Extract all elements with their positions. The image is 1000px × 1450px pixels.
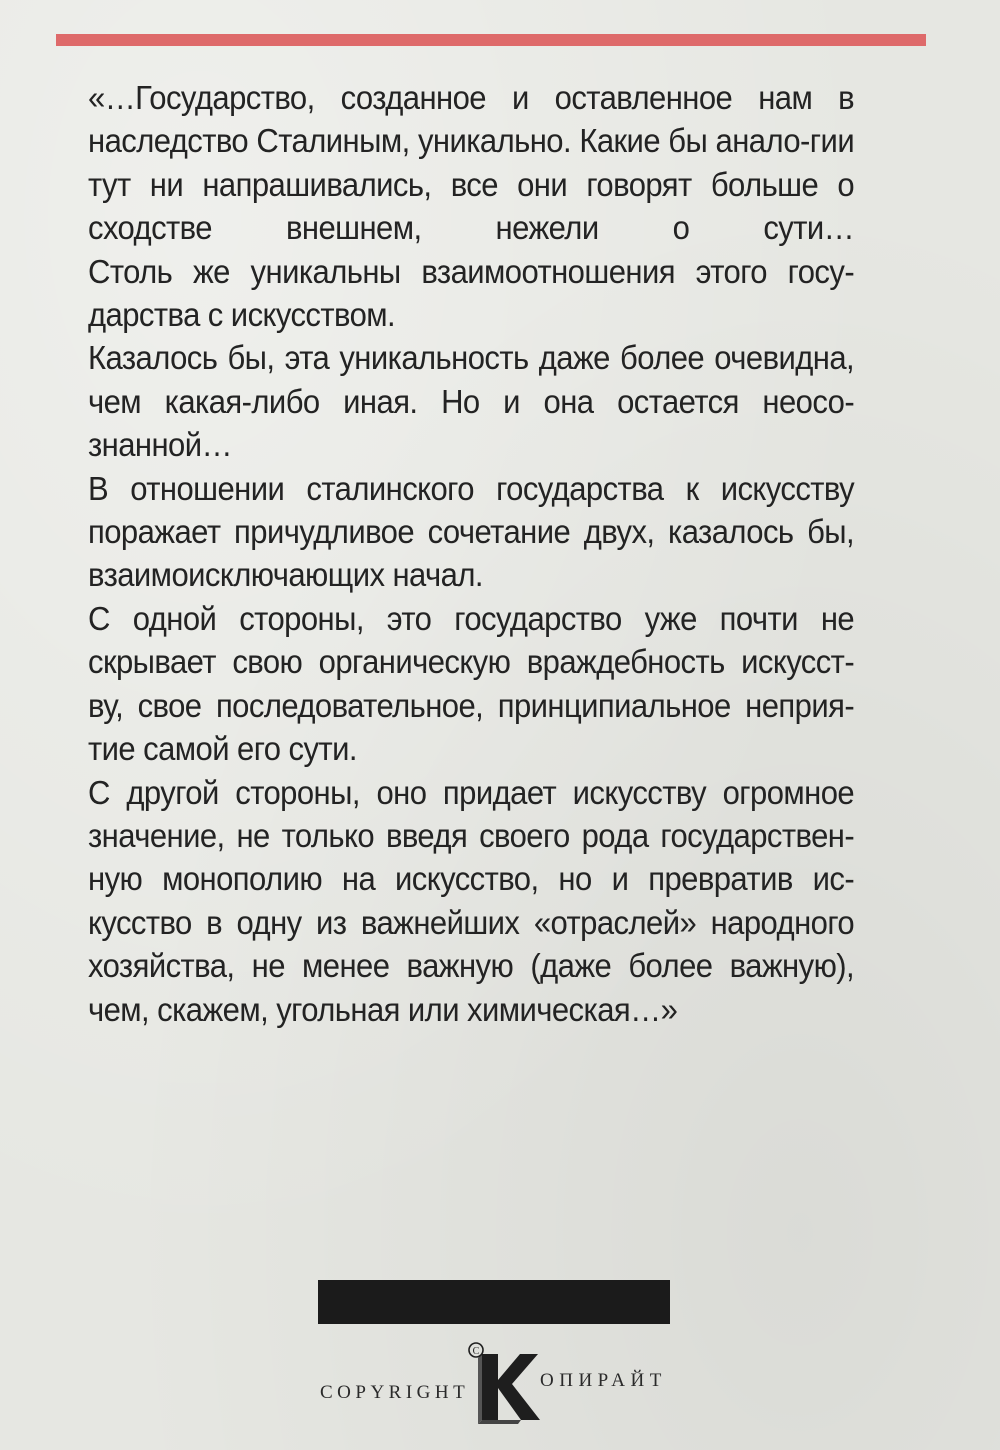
quote-paragraph-6: С другой стороны, оно придает искусству огромное значение, не только введя своего рода государствен-ную монополию на искусство, но и превратив ис-кусство в одну из важнейших «отраслей» народного хозяйства, не менее важную (даже более важную), чем, скажем, угольная или химическая…»	[88, 773, 855, 1028]
quote-text	[88, 76, 854, 1031]
black-bar	[318, 1280, 670, 1324]
quote-paragraph-3: Казалось бы, эта уникальность даже более очевидна, чем какая-либо иная. Но и она остается неосо-знанной…	[88, 339, 855, 464]
publisher-name-text: ОПИРАЙТ	[540, 1370, 667, 1391]
red-rule	[56, 34, 926, 46]
quote-paragraph-1: «…Государство, созданное и оставленное нам в наследство Сталиным, уникально. Какие бы анало-гии тут ни напрашивались, все они говорят больше о сходстве внешнем, нежели о сути…	[88, 79, 855, 247]
quote-paragraph-2: Столь же уникальны взаимоотношения этого госу-дарства с искусством.	[88, 252, 855, 334]
svg-text:C: C	[472, 1346, 480, 1357]
publisher-logo	[468, 1340, 544, 1426]
publisher-mark	[318, 1340, 678, 1430]
publisher-copyright-text: COPYRIGHT	[320, 1382, 470, 1403]
quote-paragraph-5: С одной стороны, это государство уже почти не скрывает свою органическую враждебность искусст-ву, свое последовательное, принципиальное неприя-тие самой его сути.	[88, 599, 855, 768]
quote-paragraph-4: В отношении сталинского государства к искусству поражает причудливое сочетание двух, казалось бы, взаимоисключающих начал.	[88, 469, 855, 594]
